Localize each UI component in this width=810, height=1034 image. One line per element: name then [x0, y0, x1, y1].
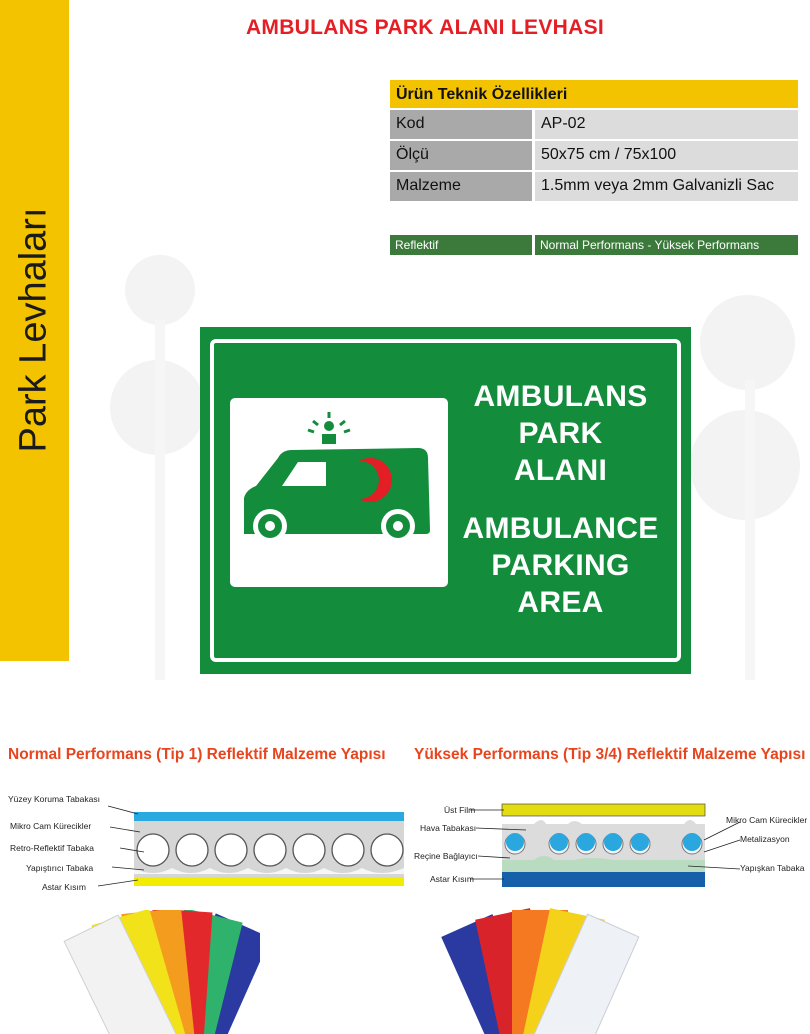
layer-structure-graphic	[8, 790, 408, 890]
high-performance-title: Yüksek Performans (Tip 3/4) Reflektif Malzeme Yapısı	[414, 746, 806, 763]
layer-label: Yapıştırıcı Tabaka	[26, 863, 94, 873]
reflective-swatch-fan	[440, 908, 680, 1034]
page-title: AMBULANS PARK ALANI LEVHASI	[245, 16, 605, 39]
high-layer-diagram	[414, 796, 806, 896]
sign-line: AREA	[517, 586, 604, 619]
spec-value: 1.5mm veya 2mm Galvanizli Sac	[535, 172, 798, 201]
spec-key: Malzeme	[390, 172, 532, 201]
normal-layer-diagram	[8, 790, 408, 890]
sign-line: ALANI	[513, 454, 608, 487]
layer-label: Üst Film	[444, 805, 476, 815]
normal-performance-title: Normal Performans (Tip 1) Reflektif Malzeme Yapısı	[8, 746, 386, 763]
category-label: Park Levhaları	[12, 207, 55, 453]
sign-icon-panel	[230, 398, 448, 587]
reflective-key: Reflektif	[390, 235, 532, 255]
ambulance-icon	[230, 398, 448, 587]
spec-row	[390, 172, 798, 201]
layer-label: Astar Kısım	[430, 874, 474, 884]
reflective-row	[390, 235, 798, 255]
sign-line: PARKING	[491, 549, 630, 582]
background-pole	[745, 380, 755, 680]
background-sign-ghost	[125, 255, 195, 325]
spec-table-header: Ürün Teknik Özellikleri	[390, 80, 798, 108]
normal-material-swatches	[20, 910, 260, 1034]
sign-text-english	[458, 510, 663, 621]
sign-text-turkish	[458, 378, 663, 489]
high-material-swatches	[440, 908, 680, 1034]
reflective-swatch-fan	[20, 910, 260, 1034]
spec-key: Kod	[390, 110, 532, 139]
background-sign-ghost	[700, 295, 795, 390]
layer-label: Retro-Reflektif Tabaka	[10, 843, 94, 853]
sign-line: AMBULANCE	[462, 512, 659, 545]
sign-line: PARK	[518, 417, 603, 450]
layer-label: Yapışkan Tabaka	[740, 863, 805, 873]
sign-line: AMBULANS	[473, 380, 648, 413]
spec-row	[390, 141, 798, 170]
layer-label: Mikro Cam Kürecikler	[726, 815, 808, 825]
ambulance-parking-sign	[200, 327, 691, 674]
layer-label: Metalizasyon	[740, 834, 790, 844]
background-pole	[155, 320, 165, 680]
layer-label: Hava Tabakası	[420, 823, 477, 833]
layer-label: Reçine Bağlayıcı	[414, 851, 478, 861]
layer-label: Yüzey Koruma Tabakası	[8, 794, 100, 804]
spec-value: AP-02	[535, 110, 798, 139]
layer-label: Astar Kısım	[42, 882, 86, 892]
spec-row	[390, 110, 798, 139]
layer-label: Mikro Cam Kürecikler	[10, 821, 92, 831]
category-sidebar	[0, 0, 69, 661]
spec-key: Ölçü	[390, 141, 532, 170]
reflective-value: Normal Performans - Yüksek Performans	[535, 235, 798, 255]
spec-value: 50x75 cm / 75x100	[535, 141, 798, 170]
spec-table	[390, 80, 798, 201]
